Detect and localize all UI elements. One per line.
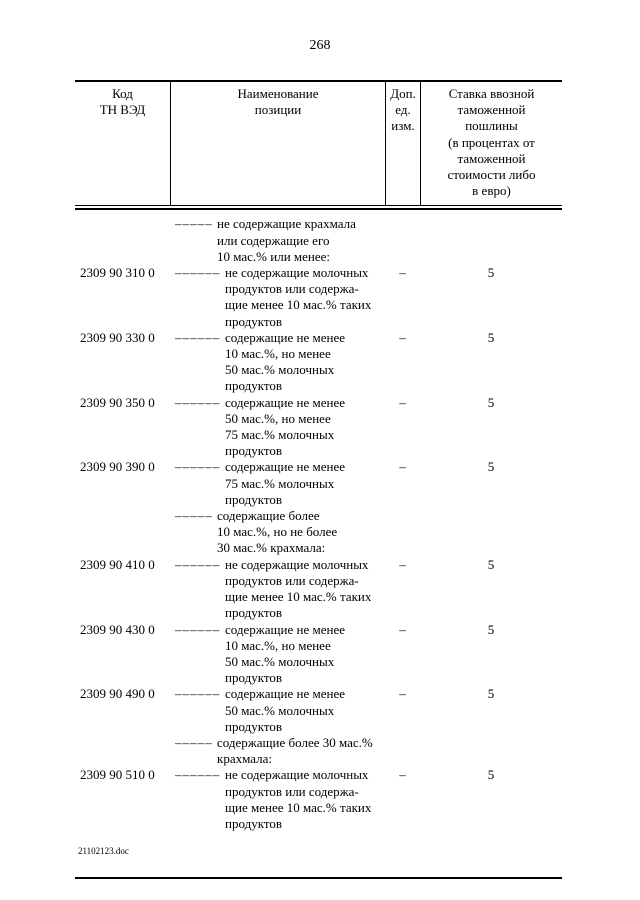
row-rate: 5: [487, 621, 495, 637]
table-row: [75, 686, 562, 735]
row-unit: –: [399, 686, 406, 702]
description-line: продуктов: [225, 605, 282, 621]
description-text: содержащие не менее: [225, 459, 345, 475]
description-line: продуктов: [225, 718, 282, 734]
row-unit: [385, 508, 420, 557]
indent-dashes: – – – – – –: [175, 767, 220, 783]
row-description: [170, 767, 385, 832]
row-rate: 5: [487, 686, 495, 702]
description-text: содержащие более: [217, 508, 320, 524]
row-code: 2309 90 390 0: [80, 459, 155, 475]
row-unit: –: [399, 767, 406, 783]
indent-dashes: – – – – – –: [175, 621, 220, 637]
description-text: содержащие не менее: [225, 394, 345, 410]
row-code: [75, 216, 170, 265]
description-line-first: [175, 265, 385, 281]
table-row: [75, 767, 562, 832]
description-line: или содержащие его: [217, 232, 330, 248]
table-row: [75, 735, 562, 767]
table-header: [75, 80, 562, 206]
row-rate: 5: [487, 459, 495, 475]
description-line-first: [175, 216, 385, 232]
description-line: 50 мас.% молочных: [225, 653, 335, 669]
indent-dashes: – – – – – –: [175, 394, 220, 410]
description-line: продуктов: [225, 378, 282, 394]
description-text: не содержащие молочных: [225, 767, 369, 783]
indent-dashes: – – – – – –: [175, 556, 220, 572]
description-line: продуктов или содержа-: [225, 572, 359, 588]
tariff-table: [75, 80, 562, 832]
row-description: [170, 459, 385, 508]
row-description: [170, 265, 385, 330]
description-text: содержащие более 30 мас.%: [217, 734, 373, 750]
description-line: 10 мас.%, но не более: [217, 524, 338, 540]
row-description: [170, 216, 385, 265]
header-cell-unit: Доп. ед. изм.: [385, 82, 420, 205]
row-unit: [385, 216, 420, 265]
description-line: продуктов: [225, 670, 282, 686]
indent-dashes: – – – – –: [175, 216, 212, 232]
row-unit: –: [399, 394, 406, 410]
description-line: крахмала:: [217, 751, 272, 767]
description-text: не содержащие молочных: [225, 556, 369, 572]
description-line: 50 мас.% молочных: [225, 362, 335, 378]
row-code: 2309 90 330 0: [80, 329, 155, 345]
description-line: продуктов или содержа-: [225, 783, 359, 799]
indent-dashes: – – – – –: [175, 508, 212, 524]
description-line: продуктов: [225, 491, 282, 507]
description-line-first: [175, 508, 385, 524]
row-rate: 5: [487, 767, 495, 783]
row-description: [170, 686, 385, 735]
table-row: [75, 459, 562, 508]
description-text: не содержащие крахмала: [217, 216, 356, 232]
footer-filename: 21102123.doc: [78, 846, 129, 856]
row-description: [170, 508, 385, 557]
description-text: содержащие не менее: [225, 621, 345, 637]
row-description: [170, 395, 385, 460]
row-code: [75, 735, 170, 767]
description-text: не содержащие молочных: [225, 265, 369, 281]
description-line: щие менее 10 мас.% таких: [225, 799, 372, 815]
table-row: [75, 395, 562, 460]
table-body: [75, 210, 562, 832]
row-code: 2309 90 310 0: [80, 265, 155, 281]
row-description: [170, 557, 385, 622]
row-rate: [420, 508, 562, 557]
description-line-first: [175, 686, 385, 702]
description-line: 30 мас.% крахмала:: [217, 540, 326, 556]
description-line: 75 мас.% молочных: [225, 475, 335, 491]
row-rate: 5: [487, 394, 495, 410]
description-line-first: [175, 557, 385, 573]
row-rate: [420, 735, 562, 767]
row-code: [75, 508, 170, 557]
table-row: [75, 508, 562, 557]
row-code: 2309 90 350 0: [80, 394, 155, 410]
indent-dashes: – – – – – –: [175, 329, 220, 345]
description-line: 50 мас.%, но менее: [225, 410, 331, 426]
row-unit: –: [399, 265, 406, 281]
indent-dashes: – – – – – –: [175, 686, 220, 702]
row-code: 2309 90 430 0: [80, 621, 155, 637]
table-bottom-rule: [75, 877, 562, 879]
description-line-first: [175, 767, 385, 783]
table-row: [75, 265, 562, 330]
row-code: 2309 90 510 0: [80, 767, 155, 783]
description-line-first: [175, 459, 385, 475]
row-description: [170, 330, 385, 395]
row-rate: 5: [487, 265, 495, 281]
description-line: 10 мас.% или менее:: [217, 248, 331, 264]
description-line: продуктов или содержа-: [225, 281, 359, 297]
description-line: щие менее 10 мас.% таких: [225, 589, 372, 605]
header-cell-name: Наименование позиции: [170, 82, 385, 205]
row-unit: –: [399, 329, 406, 345]
row-code: 2309 90 410 0: [80, 556, 155, 572]
description-line-first: [175, 330, 385, 346]
description-line: 75 мас.% молочных: [225, 427, 335, 443]
description-line-first: [175, 735, 385, 751]
table-row: [75, 557, 562, 622]
row-unit: –: [399, 621, 406, 637]
indent-dashes: – – – – –: [175, 734, 212, 750]
description-text: содержащие не менее: [225, 329, 345, 345]
row-unit: –: [399, 459, 406, 475]
row-rate: 5: [487, 556, 495, 572]
row-description: [170, 622, 385, 687]
description-line: продуктов: [225, 313, 282, 329]
indent-dashes: – – – – – –: [175, 265, 220, 281]
description-line: продуктов: [225, 815, 282, 831]
indent-dashes: – – – – – –: [175, 459, 220, 475]
table-row: [75, 216, 562, 265]
description-text: содержащие не менее: [225, 686, 345, 702]
row-unit: [385, 735, 420, 767]
description-line-first: [175, 622, 385, 638]
table-row: [75, 330, 562, 395]
description-line: продуктов: [225, 443, 282, 459]
description-line: 50 мас.% молочных: [225, 702, 335, 718]
table-row: [75, 622, 562, 687]
row-rate: [420, 216, 562, 265]
description-line: 10 мас.%, но менее: [225, 637, 331, 653]
row-code: 2309 90 490 0: [80, 686, 155, 702]
row-description: [170, 735, 385, 767]
description-line: щие менее 10 мас.% таких: [225, 297, 372, 313]
row-rate: 5: [487, 329, 495, 345]
description-line-first: [175, 395, 385, 411]
row-unit: –: [399, 556, 406, 572]
header-cell-code: Код ТН ВЭД: [99, 86, 146, 118]
description-line: 10 мас.%, но менее: [225, 346, 331, 362]
page-number: 268: [309, 38, 331, 53]
header-cell-rate: Ставка ввозной таможенной пошлины (в процентах от таможенной стоимости либо в евро): [420, 82, 562, 205]
